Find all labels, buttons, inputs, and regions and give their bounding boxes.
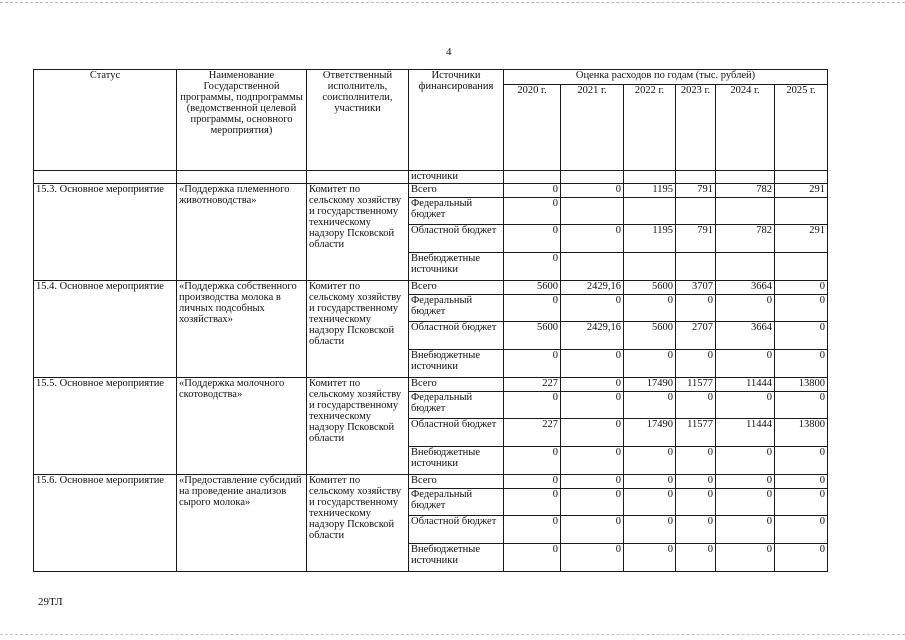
row-year-value: 0 — [504, 295, 561, 322]
page-number: 4 — [446, 46, 452, 58]
row-year-value: 0 — [676, 350, 716, 378]
header-year: 2023 г. — [676, 85, 716, 171]
row-responsible: Комитет по сельскому хозяйству и государственному техническому надзору Псковской области — [307, 184, 409, 281]
row-year-value: 3707 — [676, 281, 716, 295]
row-year-value: 0 — [561, 544, 624, 572]
row-year-value: 5600 — [624, 281, 676, 295]
row-year-value: 0 — [676, 295, 716, 322]
row-year-value: 5600 — [504, 281, 561, 295]
row-year-value: 0 — [676, 447, 716, 475]
row-year-value: 0 — [775, 350, 828, 378]
row-program-name: «Предоставление субсидий на проведение анализов сырого молока» — [177, 475, 307, 572]
row-funding-source: Областной бюджет — [409, 225, 504, 253]
row-year-value: 0 — [504, 350, 561, 378]
row-year-value: 0 — [624, 516, 676, 544]
row-funding-source: Федеральный бюджет — [409, 295, 504, 322]
row-year-value: 11444 — [716, 378, 775, 392]
row-year-value: 17490 — [624, 419, 676, 447]
row-funding-source: Внебюджетные источники — [409, 253, 504, 281]
row-funding-source: Всего — [409, 378, 504, 392]
header-year: 2024 г. — [716, 85, 775, 171]
row-year-value: 3664 — [716, 322, 775, 350]
row-year-value: 11577 — [676, 419, 716, 447]
header-estimate: Оценка расходов по годам (тыс. рублей) — [504, 70, 828, 85]
header-status: Статус — [34, 70, 177, 171]
row-year-value: 5600 — [504, 322, 561, 350]
row-funding-source: Всего — [409, 184, 504, 198]
footer-document-code: 29ТЛ — [38, 596, 63, 608]
row-year-value: 0 — [624, 392, 676, 419]
row-year-value: 0 — [676, 392, 716, 419]
row-funding-source: Областной бюджет — [409, 322, 504, 350]
row-year-value: 0 — [716, 447, 775, 475]
row-year-value — [775, 198, 828, 225]
row-year-value — [716, 198, 775, 225]
row-year-value: 0 — [716, 489, 775, 516]
row-year-value: 0 — [775, 322, 828, 350]
row-year-value: 0 — [561, 419, 624, 447]
row-status: 15.6. Основное мероприятие — [34, 475, 177, 572]
row-year-value: 0 — [561, 295, 624, 322]
row-year-value: 0 — [676, 475, 716, 489]
row-year-value: 0 — [504, 544, 561, 572]
row-program-name: «Поддержка молочного скотоводства» — [177, 378, 307, 475]
row-year-value: 0 — [775, 516, 828, 544]
row-year-value: 0 — [775, 281, 828, 295]
row-funding-source: Всего — [409, 475, 504, 489]
row-year-value: 791 — [676, 184, 716, 198]
row-year-value: 0 — [561, 516, 624, 544]
row-status: 15.4. Основное мероприятие — [34, 281, 177, 378]
row-year-value — [676, 198, 716, 225]
row-year-value: 0 — [624, 475, 676, 489]
row-funding-source: Областной бюджет — [409, 419, 504, 447]
row-year-value: 13800 — [775, 419, 828, 447]
row-year-value: 0 — [775, 447, 828, 475]
row-year-value: 0 — [504, 475, 561, 489]
row-program-name: «Поддержка собственного производства молока в личных подсобных хозяйствах» — [177, 281, 307, 378]
row-year-value: 0 — [504, 198, 561, 225]
row-year-value: 0 — [561, 378, 624, 392]
row-funding-source: Федеральный бюджет — [409, 392, 504, 419]
row-year-value: 0 — [624, 489, 676, 516]
header-row-top — [34, 70, 828, 85]
row-funding-source: Федеральный бюджет — [409, 198, 504, 225]
row-year-value: 291 — [775, 225, 828, 253]
row-year-value: 0 — [561, 489, 624, 516]
row-year-value: 0 — [504, 392, 561, 419]
row-year-value: 227 — [504, 419, 561, 447]
header-year: 2020 г. — [504, 85, 561, 171]
row-year-value: 5600 — [624, 322, 676, 350]
header-year: 2025 г. — [775, 85, 828, 171]
row-year-value: 0 — [561, 350, 624, 378]
row-year-value: 0 — [624, 544, 676, 572]
top-scan-edge — [0, 2, 905, 3]
row-funding-source: Федеральный бюджет — [409, 489, 504, 516]
row-year-value: 0 — [624, 447, 676, 475]
row-year-value: 0 — [716, 544, 775, 572]
row-year-value: 2429,16 — [561, 322, 624, 350]
row-year-value: 0 — [504, 184, 561, 198]
row-year-value: 0 — [775, 392, 828, 419]
row-year-value: 1195 — [624, 225, 676, 253]
row-year-value: 0 — [775, 544, 828, 572]
header-program-name: Наименование Государственной программы, подпрограммы (ведомственной целевой программы, основного мероприятия) — [177, 70, 307, 171]
row-year-value: 782 — [716, 184, 775, 198]
row-year-value: 0 — [624, 350, 676, 378]
row-year-value: 0 — [561, 447, 624, 475]
row-year-value: 0 — [561, 225, 624, 253]
row-year-value: 0 — [504, 253, 561, 281]
row-funding-source: Областной бюджет — [409, 516, 504, 544]
budget-table — [33, 69, 828, 572]
row-year-value: 0 — [676, 544, 716, 572]
row-year-value — [561, 198, 624, 225]
row-year-value: 0 — [504, 447, 561, 475]
row-year-value: 2707 — [676, 322, 716, 350]
row-year-value: 0 — [775, 489, 828, 516]
table-row — [34, 184, 828, 198]
row-funding-source: Внебюджетные источники — [409, 544, 504, 572]
row-year-value: 0 — [561, 184, 624, 198]
row-responsible: Комитет по сельскому хозяйству и государственному техническому надзору Псковской области — [307, 281, 409, 378]
row-year-value: 11444 — [716, 419, 775, 447]
row-year-value: 2429,16 — [561, 281, 624, 295]
bottom-scan-edge — [0, 634, 905, 635]
header-year: 2022 г. — [624, 85, 676, 171]
row-year-value: 791 — [676, 225, 716, 253]
row-responsible: Комитет по сельскому хозяйству и государственному техническому надзору Псковской области — [307, 475, 409, 572]
row-year-value: 0 — [775, 295, 828, 322]
row-funding-source: Внебюджетные источники — [409, 447, 504, 475]
row-year-value: 0 — [561, 392, 624, 419]
row-year-value — [716, 253, 775, 281]
carryover-row — [34, 171, 828, 184]
row-year-value: 227 — [504, 378, 561, 392]
row-year-value: 1195 — [624, 184, 676, 198]
table-row — [34, 281, 828, 295]
row-year-value: 0 — [716, 516, 775, 544]
row-funding-source: Внебюджетные источники — [409, 350, 504, 378]
row-year-value: 0 — [716, 475, 775, 489]
row-year-value: 13800 — [775, 378, 828, 392]
table-row — [34, 475, 828, 489]
row-year-value: 0 — [676, 516, 716, 544]
row-year-value — [561, 253, 624, 281]
row-status: 15.3. Основное мероприятие — [34, 184, 177, 281]
row-year-value: 0 — [561, 475, 624, 489]
table-row — [34, 378, 828, 392]
row-year-value: 3664 — [716, 281, 775, 295]
carryover-source: источники — [409, 171, 504, 184]
row-year-value: 0 — [676, 489, 716, 516]
row-status: 15.5. Основное мероприятие — [34, 378, 177, 475]
row-year-value — [775, 253, 828, 281]
header-responsible: Ответственный исполнитель, соисполнители, участники — [307, 70, 409, 171]
row-year-value — [624, 253, 676, 281]
row-year-value: 0 — [716, 295, 775, 322]
row-year-value: 0 — [624, 295, 676, 322]
row-year-value: 0 — [716, 350, 775, 378]
row-year-value: 11577 — [676, 378, 716, 392]
header-year: 2021 г. — [561, 85, 624, 171]
row-year-value: 291 — [775, 184, 828, 198]
row-year-value: 782 — [716, 225, 775, 253]
row-year-value: 0 — [775, 475, 828, 489]
row-year-value: 0 — [504, 489, 561, 516]
row-year-value — [676, 253, 716, 281]
row-year-value: 0 — [504, 225, 561, 253]
row-year-value: 17490 — [624, 378, 676, 392]
row-year-value — [624, 198, 676, 225]
row-year-value: 0 — [716, 392, 775, 419]
row-year-value: 0 — [504, 516, 561, 544]
row-funding-source: Всего — [409, 281, 504, 295]
header-sources: Источники финансирования — [409, 70, 504, 171]
row-responsible: Комитет по сельскому хозяйству и государственному техническому надзору Псковской области — [307, 378, 409, 475]
row-program-name: «Поддержка племенного животноводства» — [177, 184, 307, 281]
